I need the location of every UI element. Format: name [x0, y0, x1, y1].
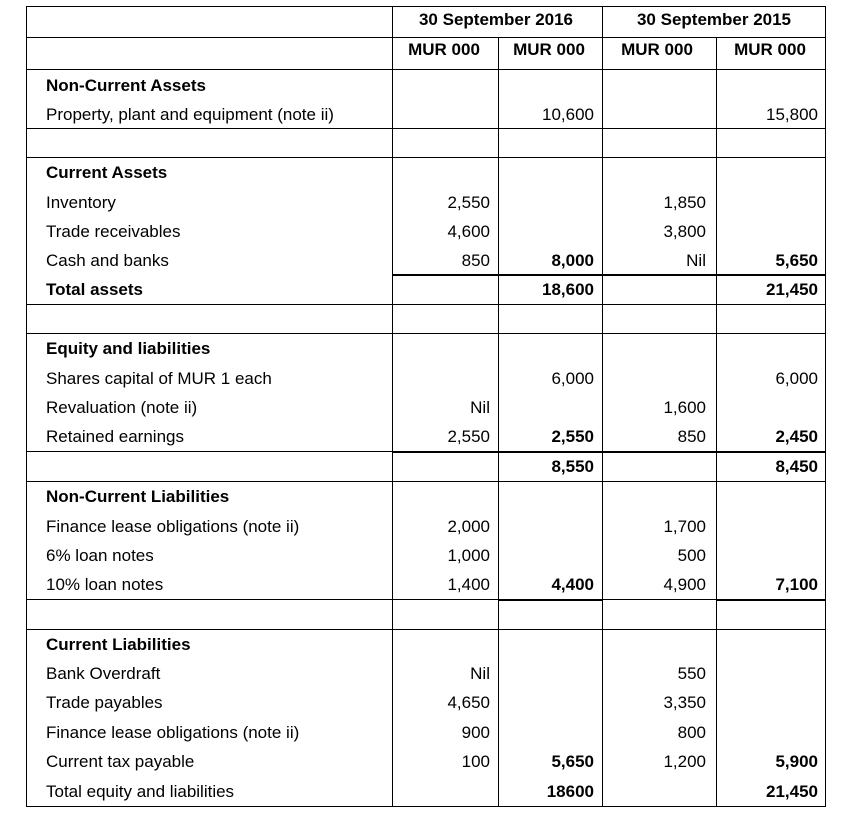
row-value-c3: 1,200: [663, 752, 706, 771]
row-value-c1: Nil: [470, 398, 490, 417]
row-value-c4: 5,900: [775, 752, 818, 771]
row-value-c1: 100: [461, 752, 490, 771]
grid-hline: [498, 599, 602, 601]
row-value-c1: 2,550: [447, 193, 490, 212]
row-value-c1: 1,400: [447, 575, 490, 594]
row-label: Current tax payable: [46, 752, 195, 771]
row-value-c3: 3,800: [663, 222, 706, 241]
row-value-c4: 21,450: [766, 280, 818, 299]
row-label: Trade payables: [46, 693, 163, 712]
grid-vline: [602, 6, 603, 806]
row-label: Inventory: [46, 193, 116, 212]
row-value-c1: 2,000: [447, 517, 490, 536]
row-value-c3: 3,350: [663, 693, 706, 712]
period-header-2016: 30 September 2016: [418, 10, 574, 29]
row-value-c2: 2,550: [551, 427, 594, 446]
row-label: Retained earnings: [46, 427, 184, 446]
row-value-c4: 8,450: [775, 457, 818, 476]
row-value-c3: 1,850: [663, 193, 706, 212]
row-label: Shares capital of MUR 1 each: [46, 369, 272, 388]
row-value-c3: Nil: [686, 251, 706, 270]
row-value-c4: 21,450: [766, 782, 818, 801]
grid-vline: [825, 6, 826, 806]
grid-hline: [392, 451, 826, 453]
grid-hline: [26, 481, 826, 482]
row-value-c1: 4,600: [447, 222, 490, 241]
grid-hline: [26, 629, 826, 630]
row-value-c2: 18,600: [542, 280, 594, 299]
row-value-c2: 8,000: [551, 251, 594, 270]
row-value-c2: 18600: [546, 782, 594, 801]
currency-header-2015-col2: MUR 000: [734, 40, 806, 59]
row-label: Equity and liabilities: [46, 339, 211, 358]
row-label: 6% loan notes: [46, 546, 154, 565]
row-label: Finance lease obligations (note ii): [46, 723, 300, 742]
currency-header-2016-col1: MUR 000: [408, 40, 480, 59]
grid-hline: [26, 6, 826, 7]
row-label: Non-Current Assets: [46, 76, 206, 95]
row-value-c3: 550: [677, 664, 706, 683]
row-value-c3: 800: [677, 723, 706, 742]
row-label: Property, plant and equipment (note ii): [46, 105, 334, 124]
row-label: Total equity and liabilities: [46, 782, 235, 801]
row-label: Revaluation (note ii): [46, 398, 198, 417]
row-value-c4: 7,100: [775, 575, 818, 594]
row-value-c4: 6,000: [775, 369, 818, 388]
row-value-c1: 850: [461, 251, 490, 270]
row-value-c1: Nil: [470, 664, 490, 683]
row-label: 10% loan notes: [46, 575, 164, 594]
grid-hline: [26, 157, 826, 158]
row-value-c2: 5,650: [551, 752, 594, 771]
row-value-c2: 10,600: [542, 105, 594, 124]
period-header-2015: 30 September 2015: [636, 10, 792, 29]
row-value-c1: 1,000: [447, 546, 490, 565]
grid-vline: [26, 6, 27, 806]
grid-hline: [26, 333, 826, 334]
row-value-c2: 4,400: [551, 575, 594, 594]
row-value-c3: 1,600: [663, 398, 706, 417]
row-label: Total assets: [46, 280, 144, 299]
row-value-c1: 4,650: [447, 693, 490, 712]
row-value-c3: 1,700: [663, 517, 706, 536]
row-value-c2: 8,550: [551, 457, 594, 476]
row-label: Finance lease obligations (note ii): [46, 517, 300, 536]
row-value-c4: 15,800: [766, 105, 818, 124]
row-value-c3: 4,900: [663, 575, 706, 594]
row-label: Bank Overdraft: [46, 664, 161, 683]
row-value-c4: 5,650: [775, 251, 818, 270]
row-label: Non-Current Liabilities: [46, 487, 230, 506]
grid-hline: [26, 806, 826, 807]
currency-header-2015-col1: MUR 000: [621, 40, 693, 59]
row-label: Trade receivables: [46, 222, 181, 241]
grid-hline: [392, 274, 826, 276]
row-value-c1: 900: [461, 723, 490, 742]
row-value-c3: 850: [677, 427, 706, 446]
grid-hline: [26, 69, 826, 70]
grid-vline: [716, 37, 717, 806]
row-label: Cash and banks: [46, 251, 169, 270]
grid-hline: [26, 37, 826, 38]
row-label: Current Liabilities: [46, 635, 191, 654]
row-value-c3: 500: [677, 546, 706, 565]
row-label: Current Assets: [46, 163, 168, 182]
row-value-c4: 2,450: [775, 427, 818, 446]
grid-hline: [26, 599, 826, 600]
currency-header-2016-col2: MUR 000: [513, 40, 585, 59]
balance-sheet-table: [26, 6, 826, 806]
grid-vline: [498, 37, 499, 806]
row-value-c1: 2,550: [447, 427, 490, 446]
grid-hline: [26, 304, 826, 305]
grid-hline: [716, 599, 826, 601]
row-value-c2: 6,000: [551, 369, 594, 388]
grid-hline: [26, 128, 826, 129]
